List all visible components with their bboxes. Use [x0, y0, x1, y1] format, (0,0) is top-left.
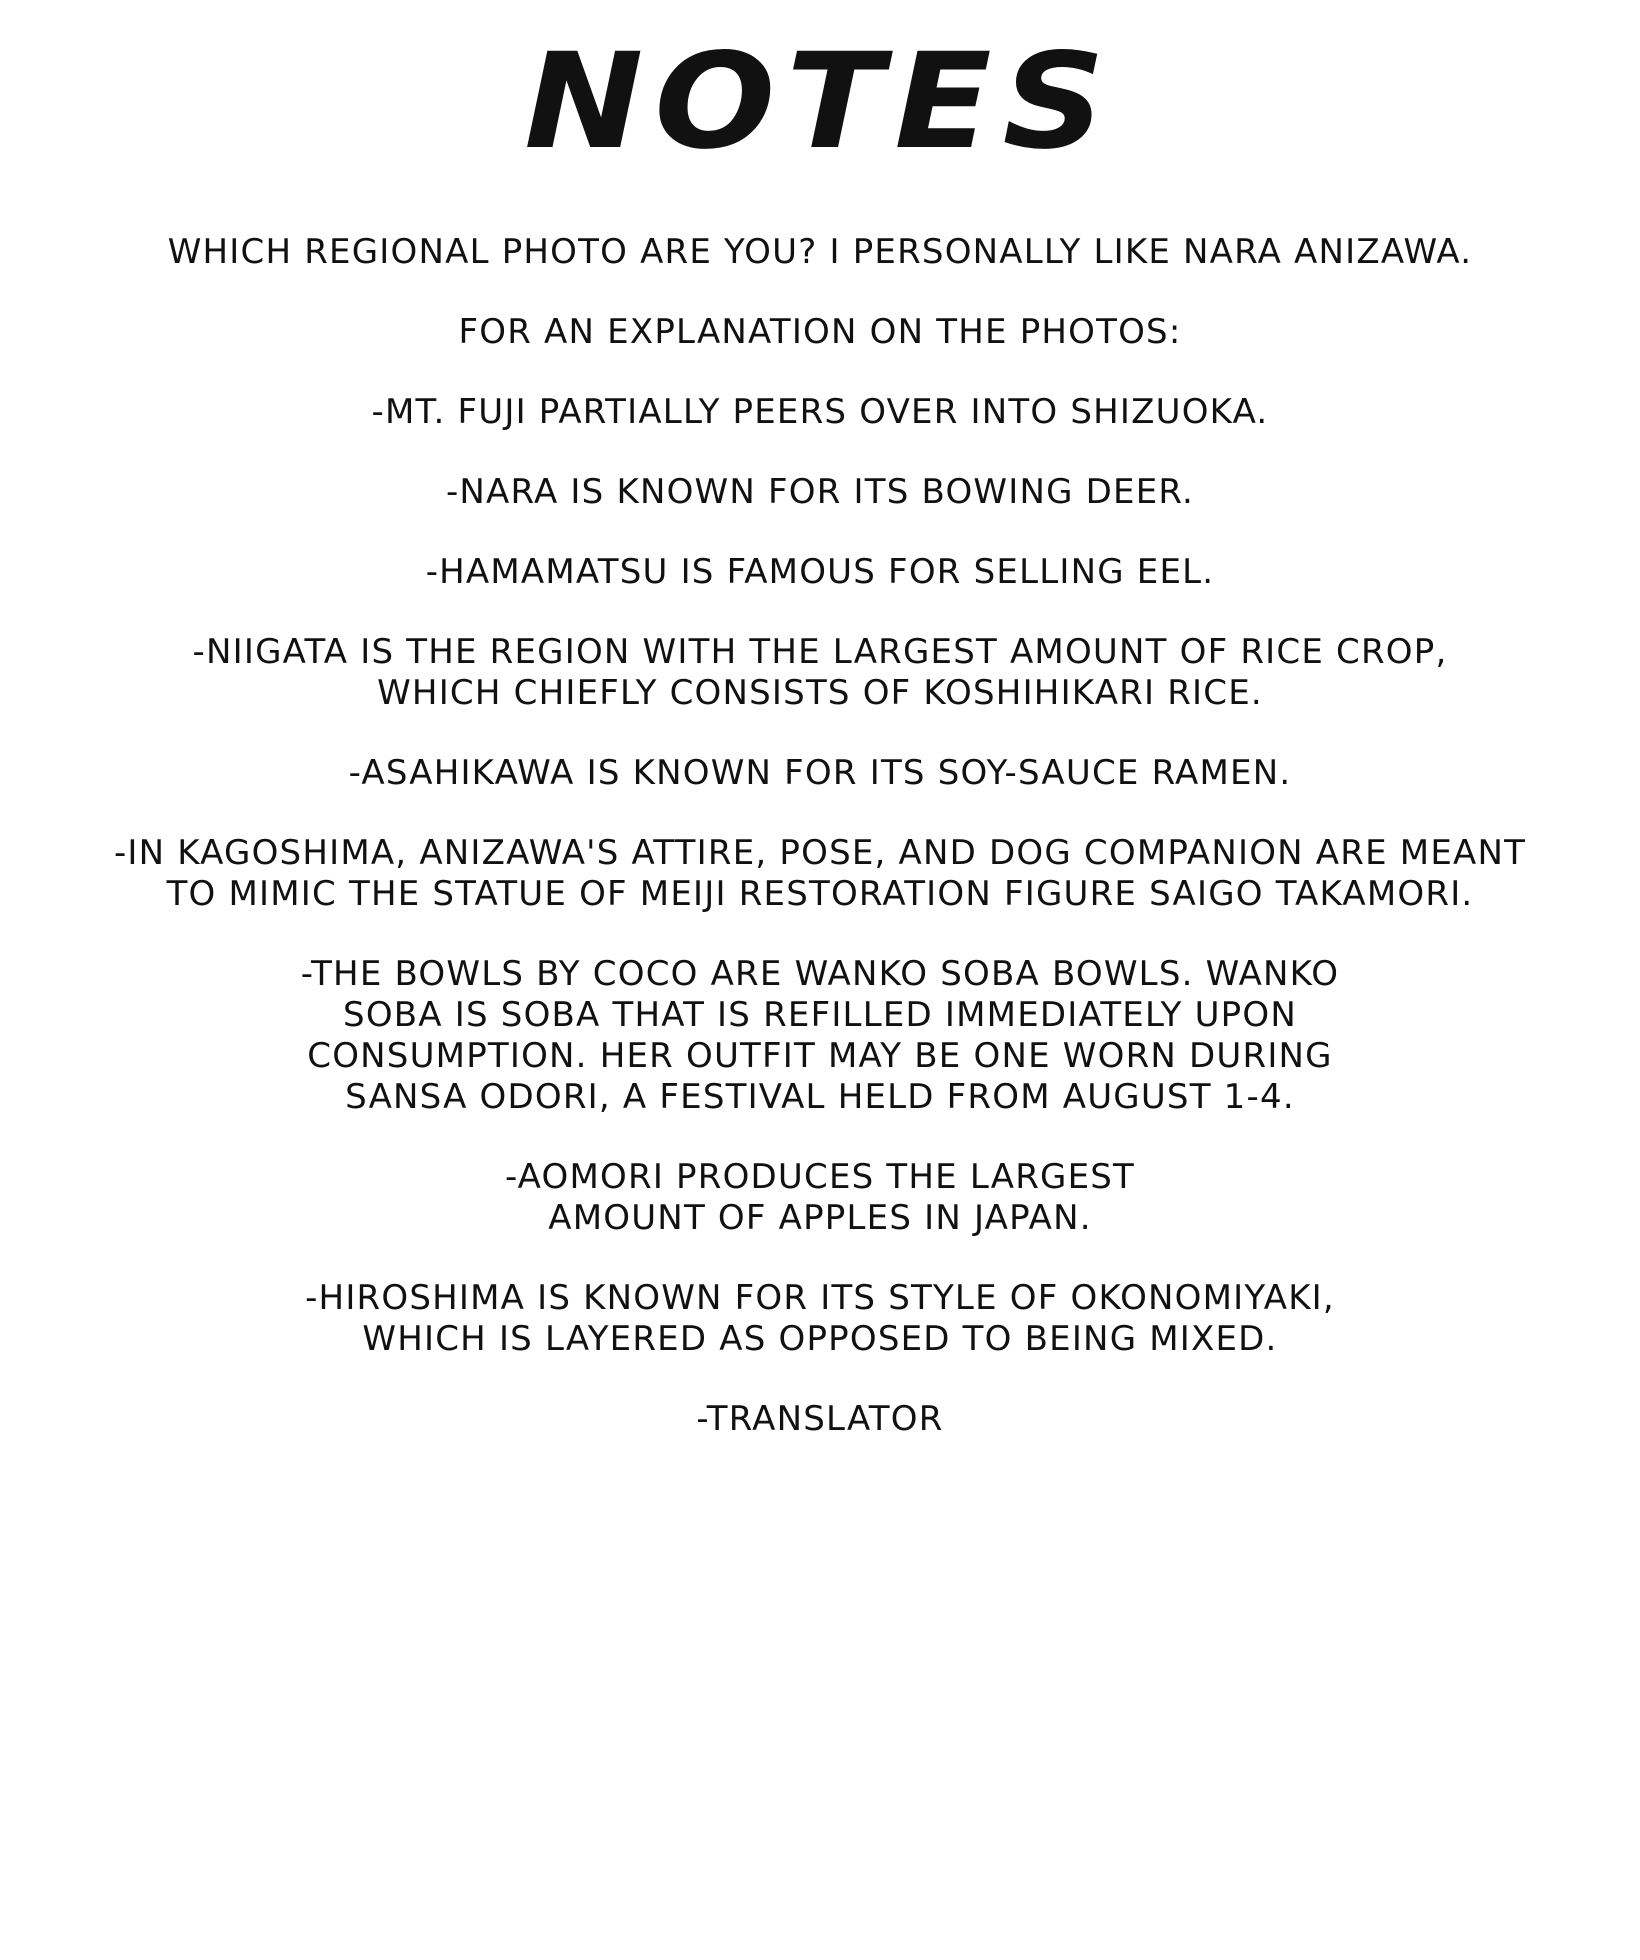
note-line: SANSA ODORI, A FESTIVAL HELD FROM AUGUST 1-4.: [345, 1077, 1295, 1117]
note-line: -HAMAMATSU IS FAMOUS FOR SELLING EEL.: [425, 552, 1215, 592]
note-line: WHICH CHIEFLY CONSISTS OF KOSHIHIKARI RICE.: [377, 673, 1263, 713]
note-paragraph: [60, 833, 1580, 915]
note-line: TO MIMIC THE STATUE OF MEIJI RESTORATION FIGURE SAIGO TAKAMORI.: [166, 874, 1474, 914]
note-paragraph: [60, 552, 1580, 593]
note-line: -NIIGATA IS THE REGION WITH THE LARGEST AMOUNT OF RICE CROP,: [192, 632, 1448, 672]
note-line: -HIROSHIMA IS KNOWN FOR ITS STYLE OF OKONOMIYAKI,: [305, 1278, 1335, 1318]
note-line: -IN KAGOSHIMA, ANIZAWA'S ATTIRE, POSE, AND DOG COMPANION ARE MEANT: [113, 833, 1527, 873]
note-paragraph: [60, 392, 1580, 433]
note-paragraph: [60, 954, 1580, 1118]
note-line: AMOUNT OF APPLES IN JAPAN.: [548, 1198, 1092, 1238]
note-paragraph: [60, 753, 1580, 794]
note-paragraph: [60, 632, 1580, 714]
note-line: FOR AN EXPLANATION ON THE PHOTOS:: [458, 312, 1182, 352]
page-title: NOTES: [524, 25, 1116, 179]
note-paragraph: [60, 472, 1580, 513]
note-line: -THE BOWLS BY COCO ARE WANKO SOBA BOWLS. WANKO: [300, 954, 1340, 994]
note-line: -ASAHIKAWA IS KNOWN FOR ITS SOY-SAUCE RAMEN.: [348, 753, 1292, 793]
note-line: -MT. FUJI PARTIALLY PEERS OVER INTO SHIZUOKA.: [371, 392, 1269, 432]
note-line: -TRANSLATOR: [696, 1399, 944, 1439]
notes-list: [60, 232, 1580, 1479]
note-line: WHICH REGIONAL PHOTO ARE YOU? I PERSONALLY LIKE NARA ANIZAWA.: [167, 232, 1473, 272]
note-signature: [60, 1399, 1580, 1440]
note-line: CONSUMPTION. HER OUTFIT MAY BE ONE WORN DURING: [307, 1036, 1333, 1076]
note-paragraph: [60, 232, 1580, 273]
note-paragraph: [60, 312, 1580, 353]
note-line: -AOMORI PRODUCES THE LARGEST: [504, 1157, 1136, 1197]
note-line: WHICH IS LAYERED AS OPPOSED TO BEING MIXED.: [362, 1319, 1278, 1359]
note-line: -NARA IS KNOWN FOR ITS BOWING DEER.: [445, 472, 1195, 512]
note-paragraph: [60, 1157, 1580, 1239]
note-line: SOBA IS SOBA THAT IS REFILLED IMMEDIATELY UPON: [343, 995, 1297, 1035]
note-paragraph: [60, 1278, 1580, 1360]
